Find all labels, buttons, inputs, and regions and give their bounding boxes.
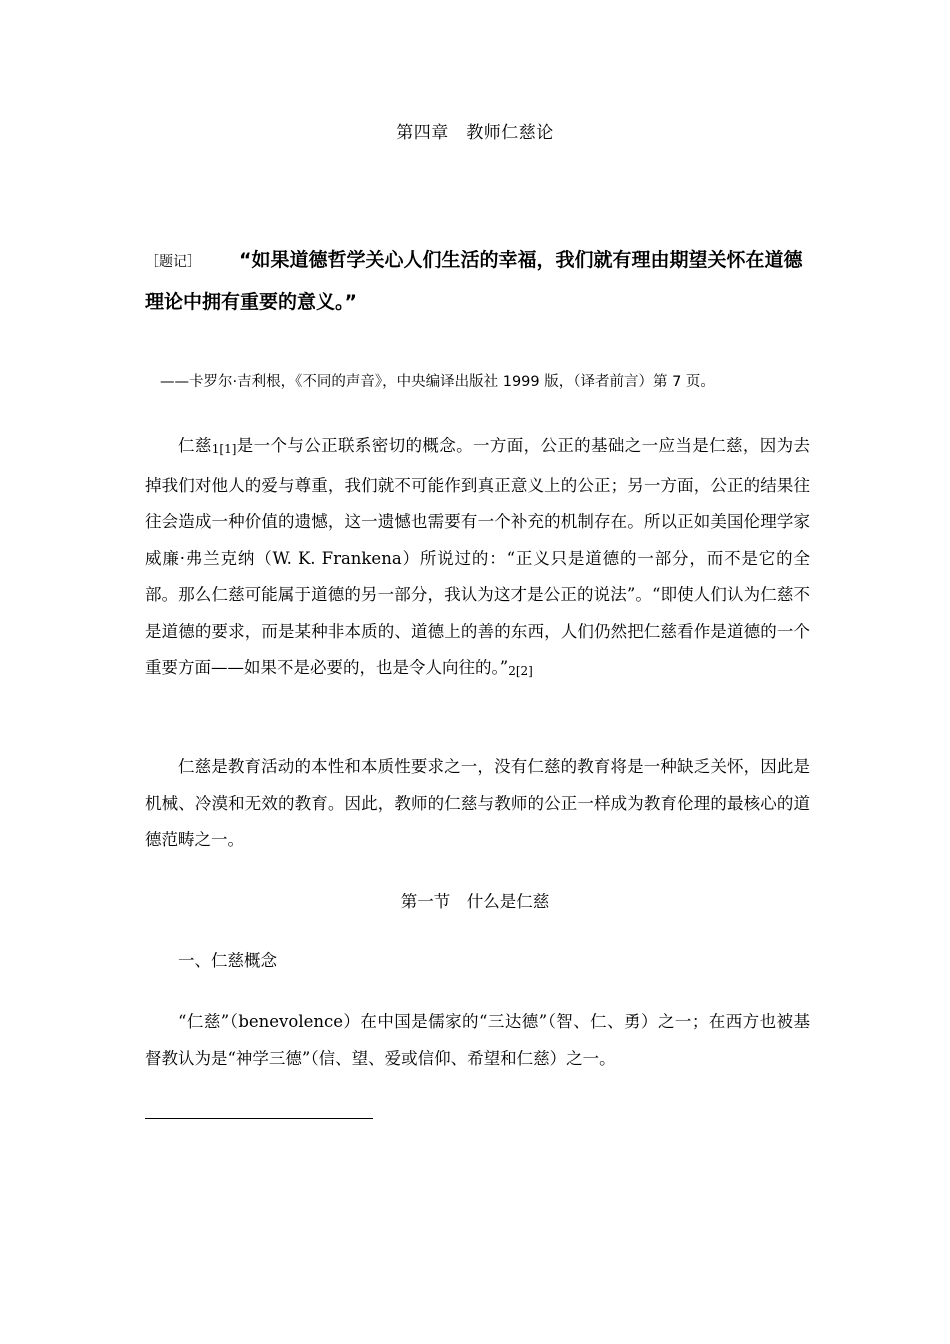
footnote-reference-2[interactable]: 2[2] [508,664,533,678]
footnote-reference-1[interactable]: 1[1] [211,442,237,456]
sub-heading: 一、仁慈概念 [178,951,277,970]
chapter-title: 第四章 教师仁慈论 [396,123,554,143]
paragraph-benevolence-justice [145,428,810,690]
section-title: 第一节 什么是仁慈 [400,892,550,911]
footnote-separator [145,1118,373,1119]
epigraph [145,240,810,322]
epigraph-attribution: ——卡罗尔·吉利根，《不同的声音》，中央编译出版社 1999 版，（译者前言）第 7 页。 [160,374,715,390]
paragraph-lead: 仁慈 [178,436,212,455]
paragraph-body: 是一个与公正联系密切的概念。一方面，公正的基础之一应当是仁慈，因为去掉我们对他人的爱与尊重，我们就不可能作到真正意义上的公正；另一方面，公正的结果往往会造成一种价值的遗憾，这一遗憾也需要有一个补充的机制存在。所以正如美国伦理学家威廉·弗兰克纳（W. K. Frankena）所说过的：“正义只是道德的一部分，而不是它的全部。那么仁慈可能属于道德的另一部分，我认为这才是公正的说法”。“即使人们认为仁慈不是道德的要求，而是某种非本质的、道德上的善的东西，人们仍然把仁慈看作是道德的一个重要方面——如果不是必要的，也是令人向往的。” [145,436,811,677]
paragraph-benevolence-concept: “仁慈”（benevolence）在中国是儒家的“三达德”（智、仁、勇）之一；在西方也被基督教认为是“神学三德”（信、望、爱或信仰、希望和仁慈）之一。 [145,1012,810,1068]
paragraph-education-benevolence: 仁慈是教育活动的本性和本质性要求之一，没有仁慈的教育将是一种缺乏关怀，因此是机械、冷漠和无效的教育。因此，教师的仁慈与教师的公正一样成为教育伦理的最核心的道德范畴之一。 [145,757,810,849]
epigraph-tag: ［题记］ [145,254,201,270]
epigraph-quote: “如果道德哲学关心人们生活的幸福，我们就有理由期望关怀在道德理论中拥有重要的意义。” [145,249,803,313]
